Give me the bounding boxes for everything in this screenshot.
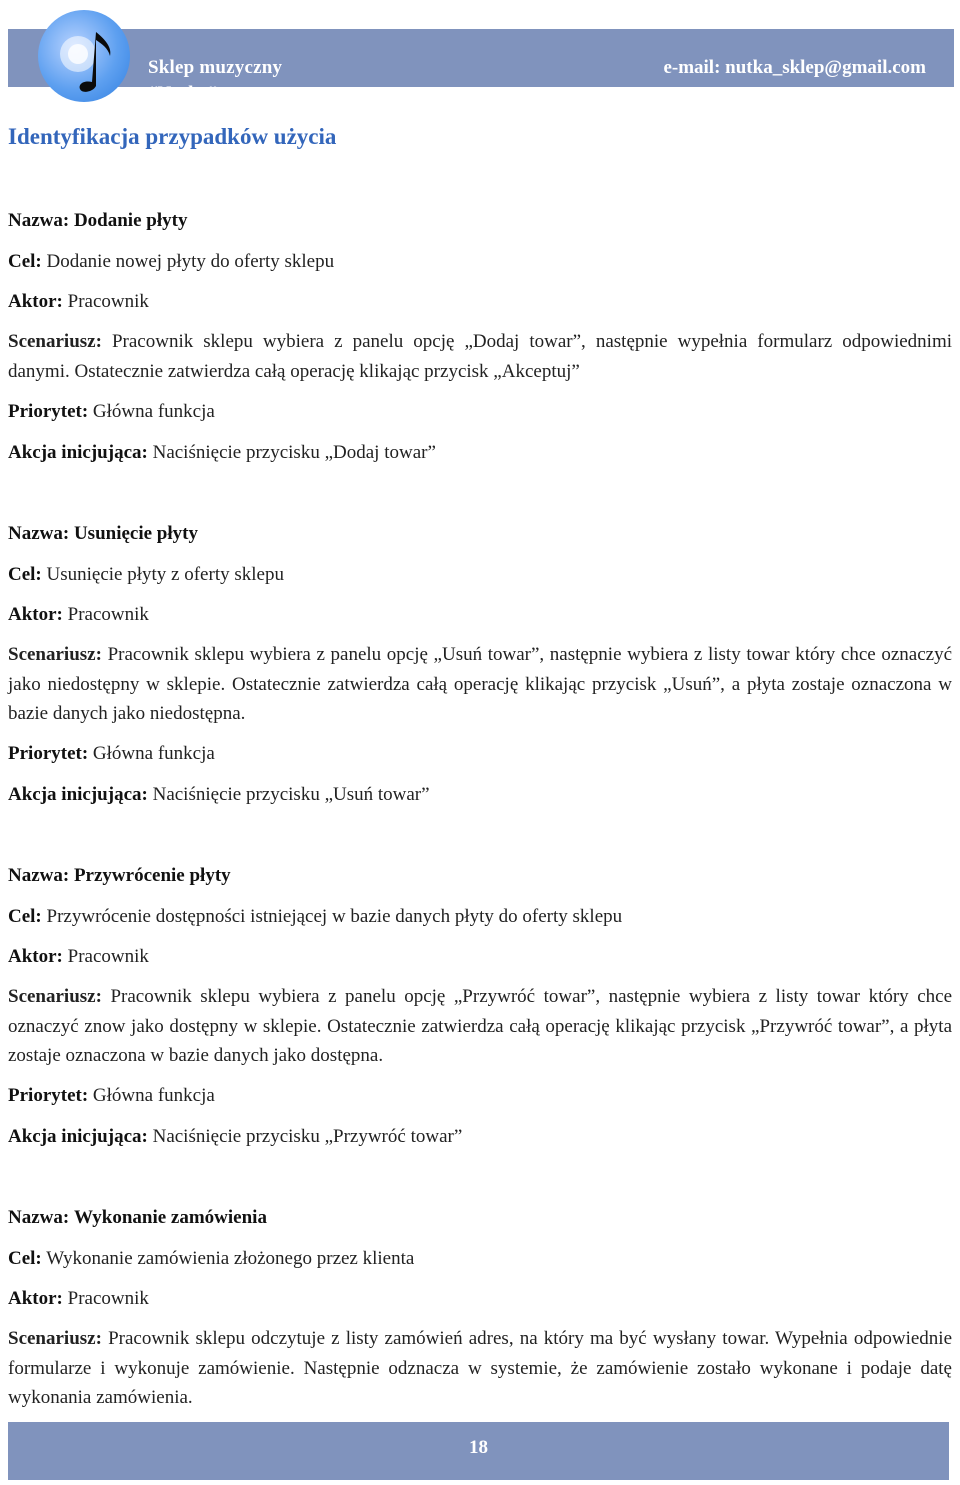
case-1-action: Akcja inicjująca: Naciśnięcie przycisku „Dodaj towar” [8,442,436,463]
case-2-goal: Cel: Usunięcie płyty z oferty sklepu [8,564,284,585]
case-2-name: Nazwa: Usunięcie płyty [8,523,198,544]
case-3-goal: Cel: Przywrócenie dostępności istniejącej w bazie danych płyty do oferty sklepu [8,906,623,927]
case-1-name: Nazwa: Dodanie płyty [8,210,188,231]
case-3-name: Nazwa: Przywrócenie płyty [8,865,231,886]
case-3-actor: Aktor: Pracownik [8,946,149,967]
case-2-actor: Aktor: Pracownik [8,604,149,625]
case-1-actor: Aktor: Pracownik [8,291,149,312]
case-4-actor: Aktor: Pracownik [8,1288,149,1309]
case-3-scenario: Scenariusz: Pracownik sklepu wybiera z panelu opcję „Przywróć towar”, następnie wybiera z listy towar który chce oznaczyć znow jako dostępny w sklepie. Ostatecznie zatwierdza całą operację klikając przycisk „Przywróć towar”, a płyta zostaje oznaczona w bazie danych jako dostępna. [8,986,953,1066]
page-number: 18 [469,1437,488,1458]
case-4-name: Nazwa: Wykonanie zamówienia [8,1207,267,1228]
case-2-scenario: Scenariusz: Pracownik sklepu wybiera z panelu opcję „Usuń towar”, następnie wybiera z listy towar który chce oznaczyć jako niedostępny w sklepie. Ostatecznie zatwierdza całą operację klikając przycisk „Usuń”, a płyta zostaje oznaczona w bazie danych jako niedostępna. [8,644,953,724]
case-1-priority: Priorytet: Główna funkcja [8,401,215,422]
case-4-goal: Cel: Wykonanie zamówienia złożonego przez klienta [8,1248,415,1269]
case-4-scenario: Scenariusz: Pracownik sklepu odczytuje z listy zamówień adres, na który ma być wysłany towar. Wypełnia odpowiednie formularze i wykonuje zamówienie. Następnie odznacza w systemie, że zamówienie zostało wykonane i podaje datę wykonania zamówienia. [8,1328,953,1408]
case-3-priority: Priorytet: Główna funkcja [8,1085,215,1106]
case-1-scenario: Scenariusz: Pracownik sklepu wybiera z panelu opcję „Dodaj towar”, następnie wypełnia formularz odpowiednimi danymi. Ostatecznie zatwierdza całą operację klikając przycisk „Akceptuj” [8,331,953,382]
site-subtitle: “Nutka” [148,83,218,104]
music-note-logo-icon [38,10,130,102]
case-2-priority: Priorytet: Główna funkcja [8,743,215,764]
contact-email: e-mail: nutka_sklep@gmail.com [663,57,926,78]
site-name: Sklep muzyczny [148,57,283,78]
footer-bar [8,1422,949,1480]
case-3-action: Akcja inicjująca: Naciśnięcie przycisku „Przywróć towar” [8,1126,463,1147]
page-title: Identyfikacja przypadków użycia [8,124,337,149]
case-2-action: Akcja inicjująca: Naciśnięcie przycisku „Usuń towar” [8,784,430,805]
case-1-goal: Cel: Dodanie nowej płyty do oferty sklepu [8,251,335,272]
